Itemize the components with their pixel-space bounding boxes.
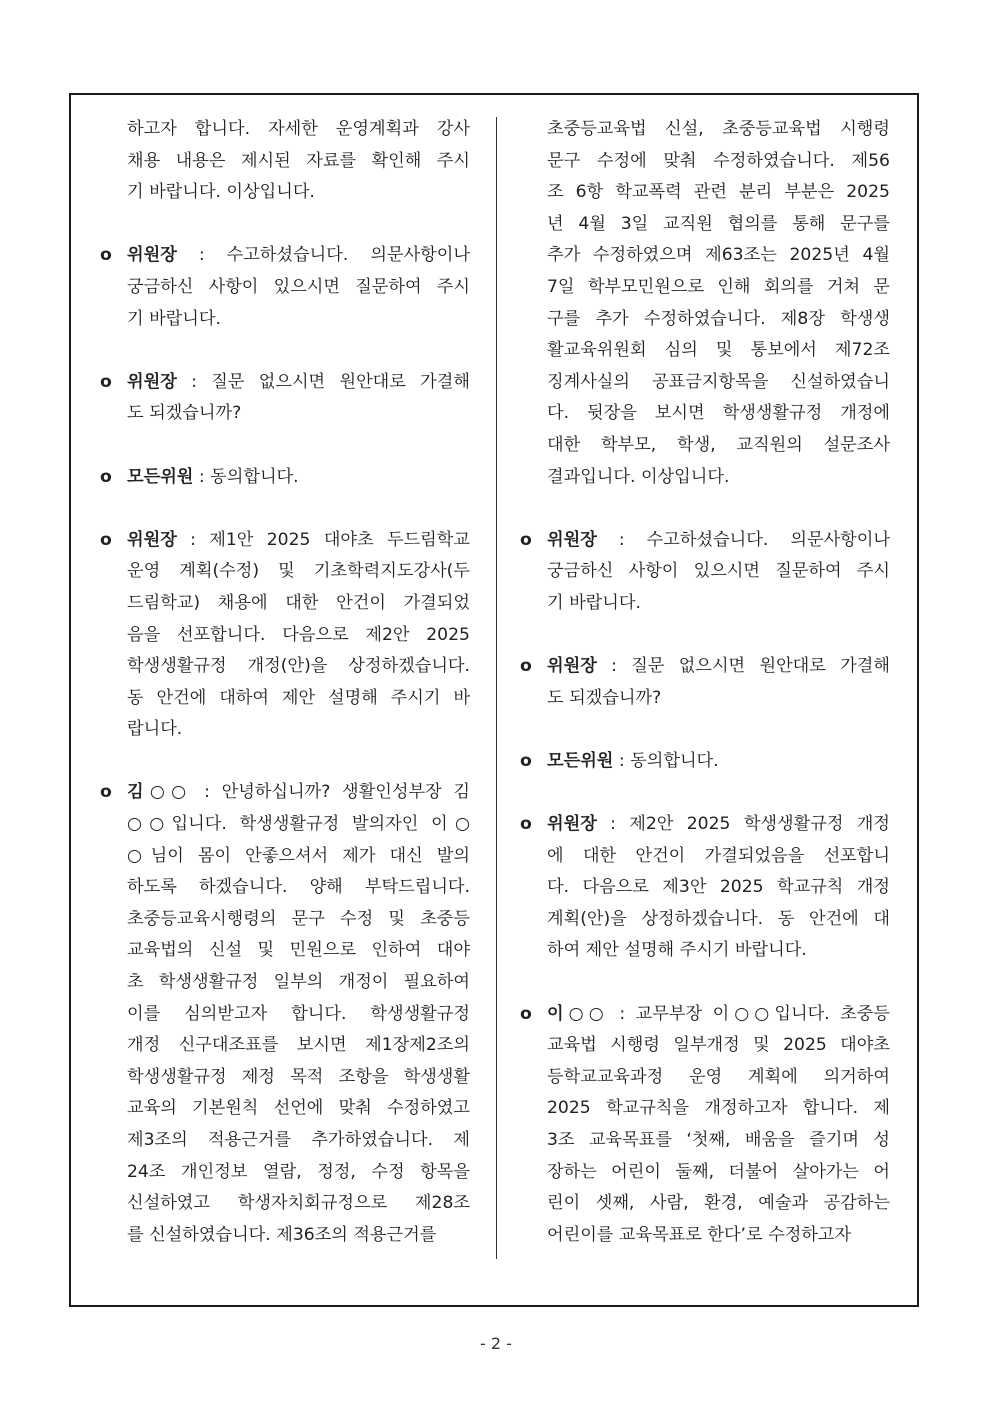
text-line: 린이 셋째, 사람, 환경, 예술과 공감하는 [547, 1193, 890, 1214]
paragraph-gap [100, 209, 470, 241]
text-line [547, 651, 890, 683]
paragraph-gap [100, 746, 470, 778]
text-line: 문구 수정에 맞춰 수정하였습니다. 제56 [547, 150, 890, 171]
bullet-marker: o [100, 245, 112, 266]
text-line: 징계사실의 공표금지항목을 신설하였습니 [547, 371, 890, 392]
speech-text: : 제1안 2025 대야초 두드림학교 [176, 529, 470, 550]
text-line: ○○입니다. 학생생활규정 발의자인 이○ [127, 814, 470, 835]
text-line: 2025 학교규칙을 개정하고자 합니다. 제 [547, 1098, 890, 1119]
text-line: 초중등교육법 신설, 초중등교육법 시행령 [547, 119, 890, 139]
paragraph-gap [100, 493, 470, 525]
bullet-marker: o [520, 1003, 532, 1024]
speaker-name: 위원장 [127, 371, 177, 392]
speech-text: : 동의합니다. [193, 466, 299, 487]
text-line [547, 999, 890, 1031]
text-line: 음을 선포합니다. 다음으로 제2안 2025 [127, 624, 470, 645]
speech-text: : 수고하셨습니다. 의문사항이나 [596, 529, 890, 550]
continued-paragraph [520, 114, 890, 493]
text-line: 대한 학부모, 학생, 교직원의 설문조사 [547, 434, 890, 455]
speaker-entry [100, 462, 470, 494]
speaker-entry [520, 651, 890, 714]
speaker-name: 이○○ [547, 1003, 609, 1024]
text-line: 다. 다음으로 제3안 2025 학교규칙 개정 [547, 877, 890, 898]
bullet-marker: o [100, 466, 112, 487]
text-line: 신설하였고 학생자치회규정으로 제28조 [127, 1193, 470, 1214]
text-line: 이를 심의받고자 합니다. 학생생활규정 [127, 1003, 470, 1024]
text-line: 하도록 하겠습니다. 양해 부탁드립니다. [127, 877, 470, 898]
text-line: 학생생활규정 제정 목적 조항을 학생생활 [127, 1066, 470, 1087]
text-line: 추가 수정하였으며 제63조는 2025년 4월 [547, 245, 890, 266]
text-line: 초 학생생활규정 일부의 개정이 필요하여 [127, 972, 470, 993]
bullet-marker: o [520, 814, 532, 835]
speaker-name: 모든위원 [127, 466, 194, 487]
text-line: 장하는 어린이 둘째, 더불어 살아가는 어 [547, 1161, 890, 1182]
speech-text: : 수고하셨습니다. 의문사항이나 [176, 245, 470, 266]
text-line: 도 되겠습니까? [547, 687, 662, 708]
text-line: 드림학교) 채용에 대한 안건이 가결되었 [127, 592, 470, 613]
left-column [100, 114, 470, 1251]
text-line: 궁금하신 사항이 있으시면 질문하여 주시 [547, 561, 890, 582]
text-line: 기 바랍니다. [127, 308, 221, 329]
text-line: 구를 추가 수정하였습니다. 제8장 학생생 [547, 308, 890, 329]
text-line: 교육법의 신설 및 민원으로 인하여 대야 [127, 940, 470, 961]
speech-text: : 질문 없으시면 원안대로 가결해 [176, 371, 470, 392]
text-line: 조 6항 학교폭력 관련 분리 부분은 2025 [547, 182, 890, 203]
speaker-entry [520, 746, 890, 778]
text-line: 제3조의 적용근거를 추가하였습니다. 제 [127, 1130, 470, 1150]
speaker-name: 위원장 [127, 245, 177, 266]
speech-text: : 제2안 2025 학생생활규정 개정 [596, 814, 890, 835]
speaker-name: 모든위원 [547, 750, 614, 771]
speaker-entry [100, 525, 470, 746]
bullet-marker: o [100, 529, 112, 550]
text-line [547, 525, 890, 557]
text-line [127, 367, 470, 399]
speech-text: : 질문 없으시면 원안대로 가결해 [596, 656, 890, 677]
column-divider [496, 117, 497, 1259]
paragraph-gap [520, 777, 890, 809]
bullet-marker: o [100, 782, 112, 803]
text-line: 초중등교육시행령의 문구 수정 및 초중등 [127, 908, 470, 929]
text-line: 교육의 기본원칙 선언에 맞춰 수정하였고 [127, 1098, 470, 1119]
text-line: 하고자 합니다. 자세한 운영계획과 강사 [127, 119, 470, 139]
speaker-entry [100, 367, 470, 430]
paragraph-gap [520, 967, 890, 999]
speaker-entry [520, 525, 890, 620]
speech-text: : 교무부장 이○○입니다. 초중등 [608, 1003, 890, 1024]
text-line: 도 되겠습니까? [127, 403, 242, 424]
paragraph-gap [520, 714, 890, 746]
speaker-name: 위원장 [127, 529, 177, 550]
text-line: 7일 학부모민원으로 인해 회의를 거쳐 문 [547, 276, 890, 297]
text-line: 기 바랍니다. [547, 592, 641, 613]
bullet-marker: o [520, 529, 532, 550]
continued-paragraph [100, 114, 470, 209]
speaker-name: 김○○ [127, 782, 193, 803]
bullet-marker: o [100, 371, 112, 392]
text-line [127, 777, 470, 809]
text-line: 개정 신구대조표를 보시면 제1장제2조의 [127, 1035, 470, 1056]
speaker-name: 위원장 [547, 656, 597, 677]
speaker-entry [100, 240, 470, 335]
text-line: 24조 개인정보 열람, 정정, 수정 항목을 [127, 1161, 470, 1182]
text-line: ○님이 몸이 안좋으셔서 제가 대신 발의 [127, 845, 470, 866]
text-line: 기 바랍니다. 이상입니다. [127, 182, 315, 203]
paragraph-gap [520, 493, 890, 525]
text-line: 등학교교육과정 운영 계획에 의거하여 [547, 1066, 890, 1087]
text-line [127, 525, 470, 557]
text-line [127, 462, 470, 494]
right-column [520, 114, 890, 1251]
bullet-marker: o [520, 656, 532, 677]
text-line: 에 대한 안건이 가결되었음을 선포합니 [547, 845, 890, 866]
text-line: 궁금하신 사항이 있으시면 질문하여 주시 [127, 276, 470, 297]
speech-text: : 안녕하십니까? 생활인성부장 김 [192, 782, 471, 803]
speaker-entry [520, 809, 890, 967]
text-line: 랍니다. [127, 719, 183, 740]
speech-text: : 동의합니다. [613, 750, 719, 771]
text-line: 년 4월 3일 교직원 협의를 통해 문구를 [547, 213, 890, 234]
text-line: 채용 내용은 제시된 자료를 확인해 주시 [127, 150, 470, 171]
text-line: 교육법 시행령 일부개정 및 2025 대야초 [547, 1035, 890, 1056]
text-line: 운영 계획(수정) 및 기초학력지도강사(두 [127, 561, 470, 582]
text-line: 학생생활규정 개정(안)을 상정하겠습니다. [127, 656, 470, 677]
speaker-name: 위원장 [547, 814, 597, 835]
text-line: 를 신설하였습니다. 제36조의 적용근거를 [127, 1224, 437, 1245]
text-line: 계획(안)을 상정하겠습니다. 동 안건에 대 [547, 908, 890, 929]
text-line: 동 안건에 대하여 제안 설명해 주시기 바 [127, 687, 470, 708]
text-line [547, 746, 890, 778]
page-number: - 2 - [480, 1334, 512, 1353]
paragraph-gap [100, 430, 470, 462]
text-line [127, 240, 470, 272]
text-line: 활교육위원회 심의 및 통보에서 제72조 [547, 340, 890, 361]
paragraph-gap [520, 620, 890, 652]
paragraph-gap [100, 335, 470, 367]
text-line: 다. 뒷장을 보시면 학생생활규정 개정에 [547, 403, 890, 424]
text-line: 어린이를 교육목표로 한다’로 수정하고자 [547, 1224, 852, 1245]
text-line: 결과입니다. 이상입니다. [547, 466, 730, 487]
text-line: 3조 교육목표를 ‘첫째, 배움을 즐기며 성 [547, 1130, 890, 1150]
speaker-name: 위원장 [547, 529, 597, 550]
text-line [547, 809, 890, 841]
speaker-entry [100, 777, 470, 1251]
text-line: 하여 제안 설명해 주시기 바랍니다. [547, 940, 807, 961]
bullet-marker: o [520, 750, 532, 771]
speaker-entry [520, 999, 890, 1252]
